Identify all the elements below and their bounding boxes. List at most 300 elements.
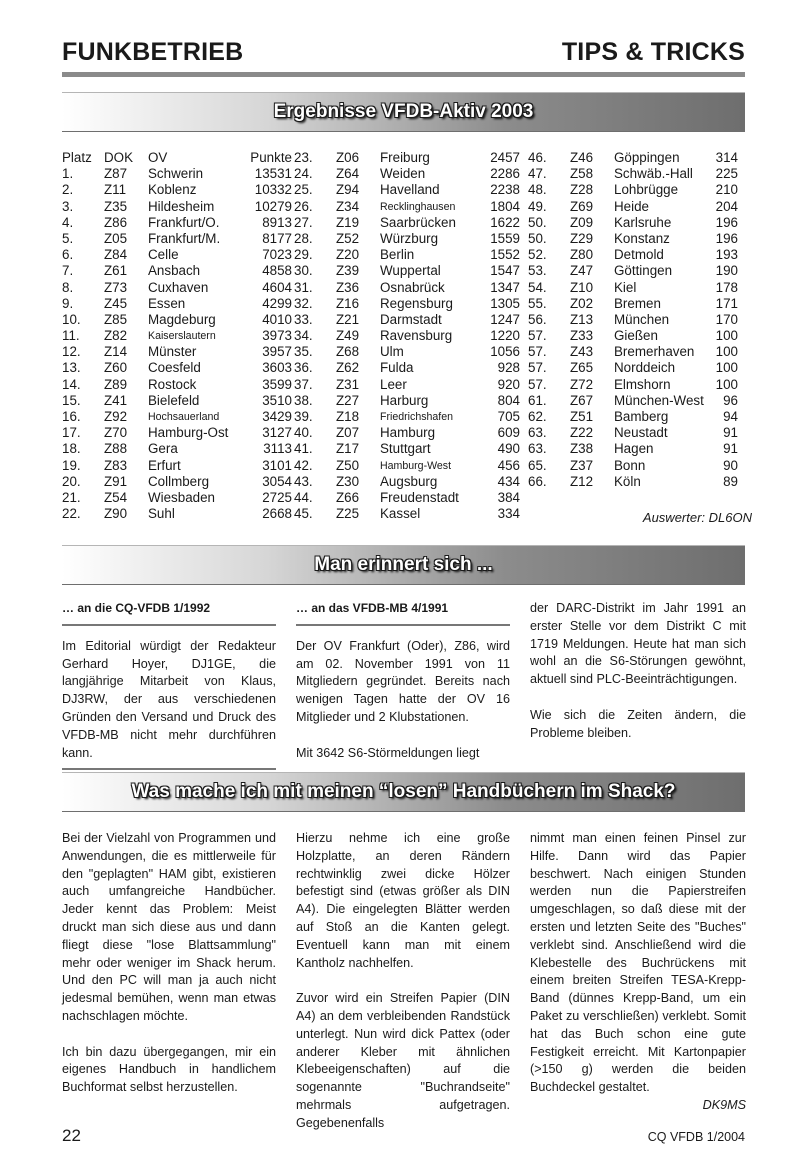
points-cell: 609 <box>497 425 520 441</box>
ov-cell: Münster <box>148 344 197 360</box>
points-cell: 434 <box>497 473 520 489</box>
dok-cell: Z14 <box>104 344 128 360</box>
ov-cell: Darmstadt <box>380 311 442 327</box>
ov-cell: Suhl <box>148 506 175 522</box>
points-cell: 1347 <box>490 279 520 295</box>
memory-text-3b: Wie sich die Zeiten ändern, die Probleme bleiben. <box>530 707 746 740</box>
memory-text-2a: Der OV Frankfurt (Oder), Z86, wird am 02. November 1991 von 11 Mitgliedern gegründet. Bereits nach wenigen Tagen hatte der OV 16 Mitglieder und 2 Klubstationen. <box>296 638 510 724</box>
results-row <box>62 377 294 393</box>
rank-cell: 66. <box>528 473 547 489</box>
points-cell: 804 <box>497 392 520 408</box>
points-cell: 705 <box>497 409 520 424</box>
ov-cell: Bielefeld <box>148 392 200 408</box>
rank-cell: 63. <box>528 441 547 457</box>
dok-cell: Z35 <box>104 198 128 214</box>
dok-cell: Z07 <box>336 425 360 441</box>
rank-cell: 32. <box>294 295 313 311</box>
ov-cell: Detmold <box>614 247 664 263</box>
handbook-text-3: nimmt man einen feinen Pinsel zur Hilfe. Dann wird das Papier beschwert. Nach einigen Stunden werden nun die Papierstreifen umgeschlagen, so daß diese mit der ersten und letzten Seite des "Buches" verklebt sind. Anschließend wird die Klebestelle des Buchrückens mit einem breiten Streifen TESA-Krepp-Band (dünnes Krepp-Band, um ein Paket zu verschließen) verklebt. Somit hat das Buch schon eine gute Festigkeit erreicht. Mit Kartonpapier (>150 g) werden die beiden Buchdeckel gestaltet. <box>530 831 746 1095</box>
dok-cell: Z05 <box>104 230 128 246</box>
rank-cell: 20. <box>62 473 81 489</box>
dok-cell: Z29 <box>570 230 594 246</box>
ov-cell: Rostock <box>148 376 197 392</box>
points-cell: 1552 <box>490 247 520 263</box>
dok-cell: Z11 <box>104 182 127 198</box>
rank-cell: 19. <box>62 457 81 473</box>
dok-cell: Z86 <box>104 214 128 230</box>
rank-cell: 39. <box>294 409 313 424</box>
results-row <box>62 231 294 247</box>
ov-cell: Cuxhaven <box>148 279 209 295</box>
rank-cell: 56. <box>528 311 547 327</box>
results-row <box>528 409 752 425</box>
points-cell: 314 <box>715 150 738 165</box>
dok-cell: Z20 <box>336 247 360 263</box>
points-cell: 10279 <box>254 198 292 214</box>
points-cell: 90 <box>723 457 738 473</box>
ov-cell: Karlsruhe <box>614 214 672 230</box>
memory-heading-1: … an die CQ-VFDB 1/1992 <box>62 600 276 626</box>
ov-cell: Havelland <box>380 182 440 198</box>
dok-cell: Z85 <box>104 311 128 327</box>
rank-cell: 36. <box>294 360 313 376</box>
results-row <box>528 215 752 231</box>
results-row <box>528 231 752 247</box>
results-row <box>528 296 752 312</box>
points-cell: 3599 <box>262 376 292 392</box>
rank-cell: 16. <box>62 409 81 424</box>
points-cell: 210 <box>715 182 738 198</box>
dok-cell: Z90 <box>104 506 128 522</box>
rank-cell: 27. <box>294 214 313 230</box>
dok-cell: Z31 <box>336 376 360 392</box>
points-cell: 3603 <box>262 360 292 376</box>
results-header-row <box>62 150 294 166</box>
dok-cell: Z21 <box>336 311 360 327</box>
rank-cell: 47. <box>528 166 547 182</box>
ov-cell: Fulda <box>380 360 414 376</box>
rank-cell: 10. <box>62 311 81 327</box>
points-cell: 384 <box>497 489 520 505</box>
dok-cell: Z52 <box>336 230 360 246</box>
points-cell: 13531 <box>254 166 292 182</box>
dok-cell: Z09 <box>570 214 594 230</box>
rank-cell: 6. <box>62 247 74 263</box>
dok-cell: Z41 <box>104 392 128 408</box>
dok-cell: Z69 <box>570 198 594 214</box>
rank-cell: 46. <box>528 150 547 165</box>
ov-cell: Schwerin <box>148 166 204 182</box>
rank-cell: 57. <box>528 344 547 360</box>
ov-cell: Würzburg <box>380 230 439 246</box>
page-header <box>62 38 745 77</box>
points-cell: 3101 <box>262 457 292 473</box>
results-row <box>294 393 528 409</box>
points-cell: 1220 <box>490 328 520 344</box>
ov-cell: Bremerhaven <box>614 344 695 360</box>
dok-cell: Z50 <box>336 457 360 473</box>
results-row <box>62 441 294 457</box>
dok-cell: Z22 <box>570 425 594 441</box>
rank-cell: 57. <box>528 376 547 392</box>
rank-cell: 61. <box>528 392 547 408</box>
points-cell: 2238 <box>490 182 520 198</box>
ov-cell: Hagen <box>614 441 654 457</box>
results-row <box>528 166 752 182</box>
points-cell: 1622 <box>490 214 520 230</box>
dok-cell: Z72 <box>570 376 594 392</box>
rank-cell: 33. <box>294 311 313 327</box>
rank-cell: 30. <box>294 263 313 279</box>
results-row <box>528 393 752 409</box>
rank-cell: 9. <box>62 295 74 311</box>
points-cell: 3054 <box>262 473 292 489</box>
points-cell: 91 <box>723 425 738 441</box>
rank-cell: 25. <box>294 182 313 198</box>
handbook-text-1a: Bei der Vielzahl von Programmen und Anwendungen, die es mittlerweile für den "geplagten" HAM gibt, existieren auch umfangreiche Handbücher. Jeder kennt das Problem: Meist druckt man sich diese aus und dann fliegt diese "lose Blattsammlung" mehr oder weniger im Shack herum. Und den PC will man ja auch nicht jedesmal bemühen, wenn man etwas nachschlagen möchte. <box>62 831 276 1023</box>
results-header-cell: OV <box>148 150 168 165</box>
evaluator-credit: Auswerter: DL6ON <box>642 510 752 525</box>
ov-cell: Ravensburg <box>380 328 453 344</box>
dok-cell: Z64 <box>336 166 360 182</box>
ov-cell: Stuttgart <box>380 441 431 457</box>
points-cell: 3113 <box>263 441 292 457</box>
results-row <box>294 409 528 425</box>
section-subtitle: TIPS & TRICKS <box>561 38 745 66</box>
results-row <box>62 360 294 376</box>
rank-cell: 22. <box>62 506 81 522</box>
memory-column-2 <box>296 600 510 780</box>
ov-cell: Kiel <box>614 279 637 295</box>
points-cell: 456 <box>497 457 520 473</box>
dok-cell: Z51 <box>570 409 594 424</box>
ov-cell: Neustadt <box>614 425 668 441</box>
points-cell: 3973 <box>262 328 292 344</box>
memory-text-1: Im Editorial würdigt der Redakteur Gerhard Hoyer, DJ1GE, die langjährige Mitarbeit von Klaus, DJ3RW, der aus verschiedenen Gründen den Versand und Druck des VFDB-MB nicht mehr durchführen kann. <box>62 638 276 771</box>
points-cell: 170 <box>715 311 738 327</box>
ov-cell: Friedrichshafen <box>380 411 454 423</box>
points-cell: 8913 <box>262 214 292 230</box>
handbook-text-2b: Zuvor wird ein Streifen Papier (DIN A4) an dem verbleibenden Randstück unterlegt. Nun wird dick Pattex (oder anderer Kleber mit ähnlichen Klebeeigenschaften) auf die sogenannte "Buchrandseite" mehrmals aufgetragen. Gegebenenfalls <box>296 991 510 1130</box>
results-row <box>294 360 528 376</box>
rank-cell: 8. <box>62 279 74 295</box>
results-header-cell: Punkte <box>250 150 292 165</box>
results-row <box>62 296 294 312</box>
points-cell: 4010 <box>262 311 292 327</box>
results-row <box>294 199 528 215</box>
ov-cell: Erfurt <box>148 457 181 473</box>
ov-cell: Elmshorn <box>614 376 671 392</box>
author-signature: DK9MS <box>702 1097 746 1112</box>
ov-cell: Magdeburg <box>148 311 216 327</box>
dok-cell: Z27 <box>336 392 360 408</box>
ov-cell: Harburg <box>380 392 429 408</box>
dok-cell: Z45 <box>104 295 128 311</box>
results-row <box>62 344 294 360</box>
ov-cell: München <box>614 311 670 327</box>
points-cell: 100 <box>715 328 738 344</box>
results-column <box>294 150 528 522</box>
rank-cell: 21. <box>62 489 81 505</box>
memory-banner-title: Man erinnert sich ... <box>314 554 493 575</box>
results-row <box>62 312 294 328</box>
points-cell: 3510 <box>262 392 292 408</box>
ov-cell: Ansbach <box>148 263 201 279</box>
results-row <box>294 344 528 360</box>
ov-cell: Augsburg <box>380 473 438 489</box>
ov-cell: Heide <box>614 198 649 214</box>
points-cell: 2286 <box>490 166 520 182</box>
results-row <box>62 199 294 215</box>
dok-cell: Z25 <box>336 506 360 522</box>
results-row <box>528 441 752 457</box>
ov-cell: Norddeich <box>614 360 676 376</box>
ov-cell: Leer <box>380 376 407 392</box>
rank-cell: 41. <box>294 441 313 457</box>
rank-cell: 53. <box>528 263 547 279</box>
points-cell: 3127 <box>262 425 292 441</box>
points-cell: 196 <box>715 214 738 230</box>
rank-cell: 14. <box>62 376 81 392</box>
dok-cell: Z83 <box>104 457 128 473</box>
results-banner-title: Ergebnisse VFDB-Aktiv 2003 <box>273 101 534 122</box>
rank-cell: 57. <box>528 328 547 344</box>
points-cell: 100 <box>715 360 738 376</box>
results-column <box>528 150 752 490</box>
dok-cell: Z39 <box>336 263 360 279</box>
ov-cell: Saarbrücken <box>380 214 456 230</box>
dok-cell: Z54 <box>104 489 128 505</box>
points-cell: 4858 <box>262 263 292 279</box>
ov-cell: Ulm <box>380 344 404 360</box>
ov-cell: Kaiserslautern <box>148 330 216 343</box>
rank-cell: 42. <box>294 457 313 473</box>
dok-cell: Z89 <box>104 376 128 392</box>
rank-cell: 3. <box>62 198 74 214</box>
results-row <box>294 182 528 198</box>
ov-cell: Coesfeld <box>148 360 201 376</box>
ov-cell: Recklinghausen <box>380 200 456 213</box>
results-row <box>294 474 528 490</box>
ov-cell: Wiesbaden <box>148 489 215 505</box>
rank-cell: 1. <box>62 166 74 182</box>
rank-cell: 31. <box>294 279 313 295</box>
results-row <box>528 199 752 215</box>
ov-cell: Collmberg <box>148 473 210 489</box>
ov-cell: Göppingen <box>614 150 680 165</box>
ov-cell: Konstanz <box>614 230 670 246</box>
points-cell: 8177 <box>262 230 292 246</box>
dok-cell: Z38 <box>570 441 594 457</box>
rank-cell: 57. <box>528 360 547 376</box>
results-row <box>62 280 294 296</box>
results-row <box>294 231 528 247</box>
results-table <box>62 150 752 530</box>
results-row <box>528 344 752 360</box>
dok-cell: Z43 <box>570 344 594 360</box>
rank-cell: 18. <box>62 441 81 457</box>
dok-cell: Z19 <box>336 214 360 230</box>
memory-text-2b: Mit 3642 S6-Störmeldungen liegt <box>296 745 480 760</box>
points-cell: 3429 <box>262 409 292 424</box>
points-cell: 928 <box>497 360 520 376</box>
dok-cell: Z80 <box>570 247 594 263</box>
points-cell: 96 <box>723 392 738 408</box>
dok-cell: Z87 <box>104 166 128 182</box>
rank-cell: 13. <box>62 360 81 376</box>
ov-cell: Hamburg-Ost <box>148 425 229 441</box>
ov-cell: Bamberg <box>614 409 669 424</box>
rank-cell: 45. <box>294 506 313 522</box>
rank-cell: 40. <box>294 425 313 441</box>
rank-cell: 11. <box>62 328 80 344</box>
results-row <box>528 474 752 490</box>
handbook-banner-title: Was mache ich mit meinen “losen” Handbüchern im Shack? <box>131 781 676 802</box>
results-row <box>62 506 294 522</box>
ov-cell: Frankfurt/M. <box>148 230 221 246</box>
points-cell: 10332 <box>254 182 292 198</box>
points-cell: 171 <box>715 295 738 311</box>
rank-cell: 26. <box>294 198 313 214</box>
results-header-cell: DOK <box>104 150 134 165</box>
results-row <box>62 425 294 441</box>
dok-cell: Z94 <box>336 182 360 198</box>
page-number: 22 <box>62 1126 81 1145</box>
points-cell: 1804 <box>490 198 520 214</box>
ov-cell: Weiden <box>380 166 426 182</box>
rank-cell: 49. <box>528 198 547 214</box>
results-row <box>294 312 528 328</box>
results-row <box>62 393 294 409</box>
dok-cell: Z68 <box>336 344 360 360</box>
ov-cell: Berlin <box>380 247 415 263</box>
memory-column-3 <box>530 600 746 760</box>
ov-cell: Bremen <box>614 295 661 311</box>
rank-cell: 29. <box>294 247 313 263</box>
rank-cell: 48. <box>528 182 547 198</box>
memory-text-3a: der DARC-Distrikt im Jahr 1991 an erster Stelle vor dem Distrikt C mit 1719 Meldungen. Heute hat man sich wohl an die S6-Störungen gewöhnt, aktuell sind PLC-Beeinträchtigungen. <box>530 601 746 687</box>
rank-cell: 35. <box>294 344 313 360</box>
results-row <box>528 247 752 263</box>
results-row <box>62 215 294 231</box>
results-row <box>294 441 528 457</box>
points-cell: 91 <box>723 441 738 457</box>
handbook-text-2a: Hierzu nehme ich eine große Holzplatte, an deren Rändern rechtwinklig zwei dicke Hölzer befestigt sind (etwas größer als DIN A4). Die eingelegten Blätter werden auf Stoß an die Kanten gelegt. Eventuell kann man mit einem Kantholz nachhelfen. <box>296 831 510 970</box>
results-row <box>294 247 528 263</box>
points-cell: 2668 <box>262 506 292 522</box>
ov-cell: Frankfurt/O. <box>148 214 220 230</box>
points-cell: 225 <box>715 166 738 182</box>
points-cell: 1547 <box>490 263 520 279</box>
points-cell: 2725 <box>262 489 292 505</box>
results-row <box>62 409 294 425</box>
results-row <box>294 296 528 312</box>
results-row <box>62 328 294 344</box>
points-cell: 193 <box>715 247 738 263</box>
points-cell: 490 <box>497 441 520 457</box>
rank-cell: 62. <box>528 409 547 424</box>
rank-cell: 65. <box>528 457 547 473</box>
results-row <box>294 215 528 231</box>
ov-cell: Hochsauerland <box>148 411 220 423</box>
results-row <box>294 490 528 506</box>
results-row <box>528 312 752 328</box>
points-cell: 3957 <box>262 344 292 360</box>
results-row <box>528 360 752 376</box>
rank-cell: 55. <box>528 295 547 311</box>
results-row <box>528 150 752 166</box>
dok-cell: Z02 <box>570 295 594 311</box>
ov-cell: München-West <box>614 392 704 408</box>
results-row <box>528 458 752 474</box>
results-row <box>294 150 528 166</box>
results-row <box>528 425 752 441</box>
ov-cell: Freudenstadt <box>380 489 459 505</box>
dok-cell: Z70 <box>104 425 128 441</box>
dok-cell: Z46 <box>570 150 594 165</box>
results-row <box>294 506 528 522</box>
dok-cell: Z06 <box>336 150 360 165</box>
dok-cell: Z84 <box>104 247 128 263</box>
ov-cell: Gera <box>148 441 178 457</box>
results-row <box>528 377 752 393</box>
rank-cell: 50. <box>528 214 547 230</box>
rank-cell: 5. <box>62 230 74 246</box>
dok-cell: Z36 <box>336 279 360 295</box>
results-row <box>294 166 528 182</box>
points-cell: 204 <box>715 198 738 214</box>
points-cell: 2457 <box>490 150 520 165</box>
points-cell: 920 <box>497 376 520 392</box>
rank-cell: 7. <box>62 263 74 279</box>
handbook-text-1b: Ich bin dazu übergegangen, mir ein eigenes Handbuch in handlichem Buchformat selbst herzustellen. <box>62 1044 276 1095</box>
dok-cell: Z12 <box>570 473 594 489</box>
rank-cell: 63. <box>528 425 547 441</box>
dok-cell: Z49 <box>336 328 360 344</box>
results-row <box>294 458 528 474</box>
results-row <box>62 182 294 198</box>
ov-cell: Kassel <box>380 506 421 522</box>
rank-cell: 17. <box>62 425 81 441</box>
ov-cell: Hamburg <box>380 425 436 441</box>
results-row <box>62 474 294 490</box>
ov-cell: Regensburg <box>380 295 453 311</box>
handbook-column-3 <box>530 830 746 1115</box>
dok-cell: Z62 <box>336 360 360 376</box>
ov-cell: Celle <box>148 247 179 263</box>
results-row <box>62 263 294 279</box>
points-cell: 4604 <box>262 279 292 295</box>
rank-cell: 34. <box>294 328 313 344</box>
ov-cell: Bonn <box>614 457 646 473</box>
rank-cell: 54. <box>528 279 547 295</box>
points-cell: 196 <box>715 230 738 246</box>
results-row <box>294 425 528 441</box>
ov-cell: Freiburg <box>380 150 430 165</box>
rank-cell: 2. <box>62 182 74 198</box>
results-row <box>528 328 752 344</box>
dok-cell: Z37 <box>570 457 594 473</box>
dok-cell: Z10 <box>570 279 594 295</box>
rank-cell: 43. <box>294 473 313 489</box>
ov-cell: Essen <box>148 295 186 311</box>
results-row <box>294 263 528 279</box>
results-header-cell: Platz <box>62 150 92 165</box>
points-cell: 100 <box>715 376 738 392</box>
dok-cell: Z58 <box>570 166 594 182</box>
ov-cell: Schwäb.-Hall <box>614 166 693 182</box>
memory-heading-2: … an das VFDB-MB 4/1991 <box>296 600 510 626</box>
